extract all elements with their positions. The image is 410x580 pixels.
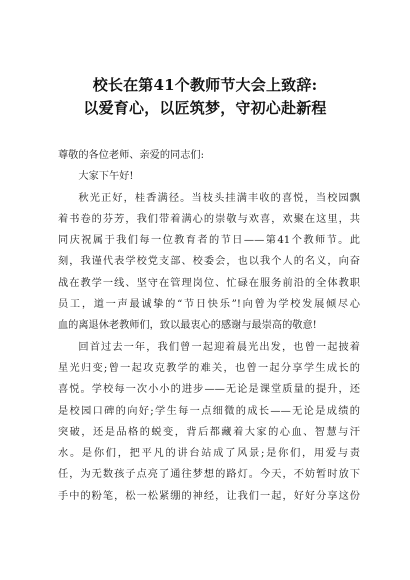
paragraph-2-line: 水。是你们，把平凡的讲台站成了风景;是你们，用爱与责 <box>58 448 360 460</box>
paragraph-2-line: 任，为无数孩子点亮了通往梦想的路灯。今天，不妨暂时放下 <box>58 469 360 481</box>
paragraph-1-line: 员工，道一声最诚挚的“节日快乐”!向曾为学校发展倾尽心 <box>58 299 360 311</box>
greeting: 大家下午好! <box>78 171 134 183</box>
paragraph-1-line: 着书卷的芬芳，我们带着满心的崇敬与欢喜，欢聚在这里，共 <box>58 213 360 225</box>
paragraph-1-line: 刻，我谨代表学校党支部、校委会，也以我个人的名义，向奋 <box>58 256 360 268</box>
paragraph-2-line: 喜悦。学校每一次小小的进步——无论是课堂质量的提升，还 <box>58 384 360 396</box>
paragraph-1 <box>58 188 360 337</box>
paragraph-2-line: 星光归变;曾一起攻克教学的难关，也曾一起分享学生成长的 <box>58 362 360 374</box>
title-line-2: 以爱育心，以匠筑梦，守初心赴新程 <box>83 99 327 117</box>
paragraph-1-line: 血的离退休老教师们，致以最衷心的感谢与最崇高的敬意! <box>58 320 317 332</box>
paragraph-2 <box>58 337 360 507</box>
paragraph-1-line: 战在教学一线、坚守在管理岗位、忙碌在服务前沿的全体教职 <box>58 277 360 289</box>
paragraph-1-line: 同庆祝属于我们每一位教育者的节日——第41个教师节。此 <box>58 235 360 247</box>
document-title <box>0 74 410 120</box>
paragraph-2-line: 是校园口碑的向好;学生每一点细微的成长——无论是成绩的 <box>58 405 360 417</box>
paragraph-2-line: 突破，还是品格的蜕变，背后都藏着大家的心血、智慧与汗 <box>58 426 360 438</box>
paragraph-1-line: 秋光正好，桂香满径。当枝头挂满丰收的喜悦，当校园飘 <box>78 192 360 204</box>
document-body <box>58 145 360 507</box>
salutation: 尊敬的各位老师、亲爱的同志们: <box>58 150 205 161</box>
title-line-1: 校长在第41个教师节大会上致辞: <box>92 76 318 94</box>
paragraph-2-line: 回首过去一年，我们曾一起迎着晨光出发，也曾一起披着 <box>78 341 360 353</box>
paragraph-2-line: 手中的粉笔，松一松紧绷的神经，让我们一起，好好分享这份 <box>58 490 360 502</box>
